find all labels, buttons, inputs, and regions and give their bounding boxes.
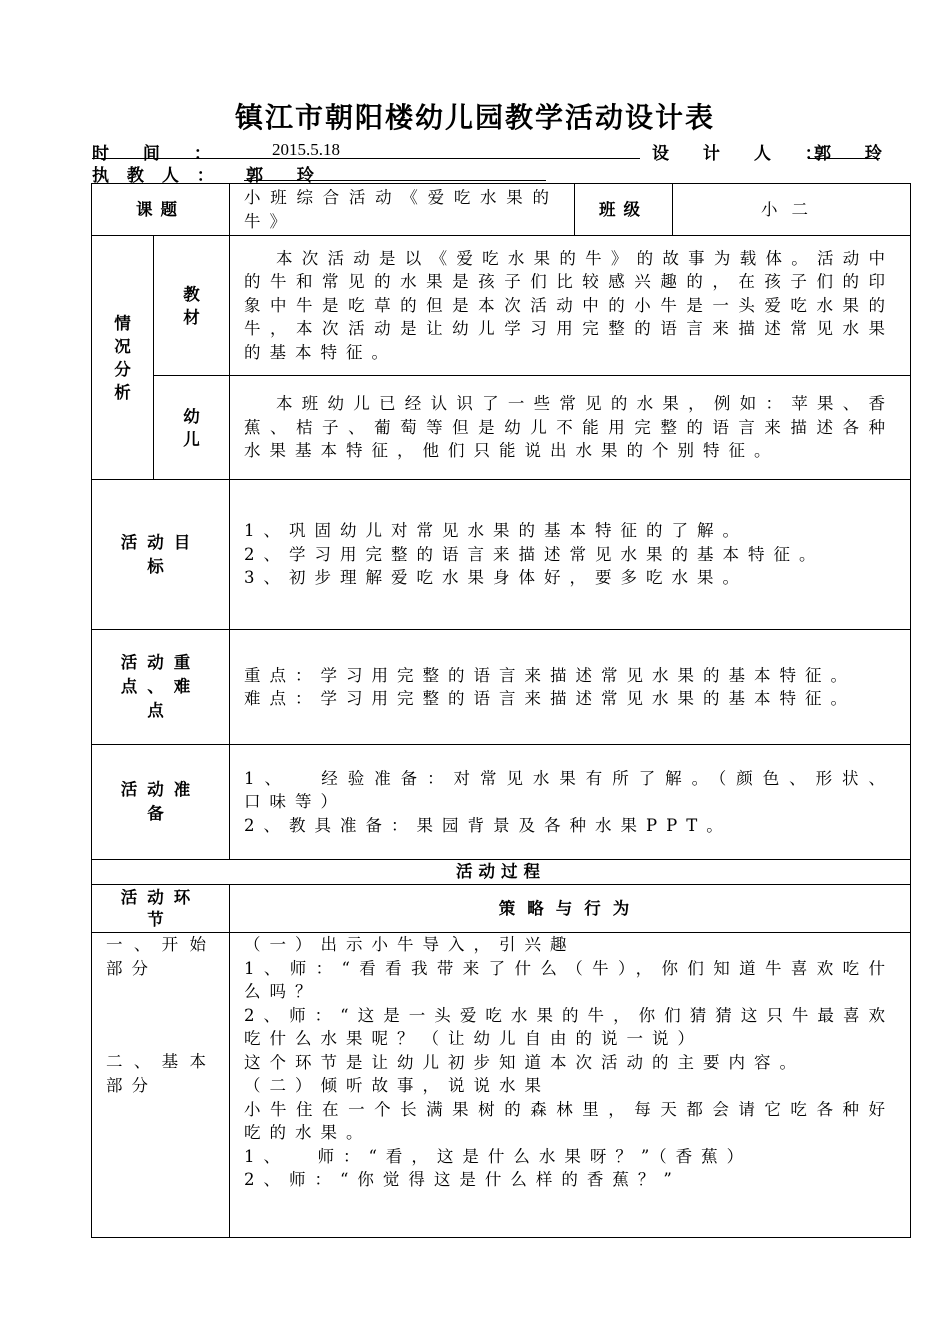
process-item: 小牛住在一个长满果树的森林里，每天都会请它吃各种好吃的水果。 xyxy=(244,1099,894,1142)
goal-item: 1、巩固幼儿对常见水果的基本特征的了解。 xyxy=(244,521,748,541)
child-text-cell xyxy=(230,376,911,480)
child-row xyxy=(92,376,911,480)
page-title: 镇江市朝阳楼幼儿园教学活动设计表 xyxy=(234,101,715,134)
teacher-underline xyxy=(244,180,546,181)
child-label: 幼儿 xyxy=(183,406,200,449)
process-item: 这个环节是让幼儿初步知道本次活动的主要内容。 xyxy=(244,1052,805,1072)
keypoint-list xyxy=(230,630,911,745)
keypoint-row xyxy=(92,630,911,745)
keypoint-item: 难点：学习用完整的语言来描述常见水果的基本特征。 xyxy=(244,689,856,708)
process-col-header-row xyxy=(92,885,911,933)
step-cell xyxy=(92,933,230,1238)
class-value: 小二 xyxy=(673,184,911,236)
process-label: 活动过程 xyxy=(92,860,911,885)
teacher-value: 郭 玲 xyxy=(246,166,328,186)
prep-label: 活动准备 xyxy=(120,780,201,823)
goal-row xyxy=(92,480,911,630)
process-item: （二）倾听故事，说说水果 xyxy=(244,1076,550,1095)
teacher-label: 执 教 人 ： xyxy=(92,166,220,186)
goal-list xyxy=(230,480,911,630)
material-row xyxy=(92,236,911,376)
time-label: 时 间 ： xyxy=(92,144,225,164)
design-table xyxy=(91,183,911,1238)
designer-value: 郭 玲 xyxy=(814,144,896,164)
material-label: 教材 xyxy=(183,284,200,327)
designer-underline xyxy=(808,158,880,159)
process-body-row xyxy=(92,933,911,1238)
topic-label: 课题 xyxy=(92,184,230,236)
section-basic: 二、基本部分 xyxy=(106,1052,215,1095)
prep-item: 1、 经验准备：对常见水果有所了解。（颜色、形状、口味等） xyxy=(244,768,894,812)
situation-cell xyxy=(92,236,154,480)
process-item: 1、 师：“看，这是什么水果呀？”（香蕉） xyxy=(244,1146,753,1166)
process-item: 1、师：“看看我带来了什么（牛），你们知道牛喜欢吃什么吗？ xyxy=(244,958,894,1001)
prep-row xyxy=(92,745,911,860)
child-text: 本班幼儿已经认识了一些常见的水果，例如：苹果、香蕉、桔子、葡萄等但是幼儿不能用完整的语言来描述各种水果基本特征，他们只能说出水果的个别特征。 xyxy=(244,394,894,461)
keypoint-item: 重点：学习用完整的语言来描述常见水果的基本特征。 xyxy=(244,665,856,685)
prep-label-cell xyxy=(92,745,230,860)
time-underline xyxy=(92,158,640,159)
process-list xyxy=(230,933,911,1238)
prep-item: 2、教具准备：果园背景及各种水果PPT。 xyxy=(244,815,732,835)
goal-item: 3、初步理解爱吃水果身体好，要多吃水果。 xyxy=(244,568,748,588)
designer-label: 设 计 人 ： xyxy=(652,144,836,164)
topic-row xyxy=(92,184,911,236)
process-item: 2、师：“你觉得这是什么样的香蕉？” xyxy=(244,1170,681,1189)
keypoint-label: 活动重点、难点 xyxy=(120,653,201,720)
class-label: 班级 xyxy=(575,184,673,236)
child-label-cell xyxy=(154,376,230,480)
goal-label-cell xyxy=(92,480,230,630)
step-label-cell xyxy=(92,885,230,933)
keypoint-label-cell xyxy=(92,630,230,745)
situation-label: 情况分析 xyxy=(114,313,131,402)
process-item: （一）出示小牛导入，引兴趣 xyxy=(244,935,576,954)
material-label-cell xyxy=(154,236,230,376)
material-text: 本次活动是以《爱吃水果的牛》的故事为载体。活动中的牛和常见的水果是孩子们比较感兴趣的，在孩子们的印象中牛是吃草的但是本次活动中的小牛是一头爱吃水果的牛，本次活动是让幼儿学习用完整的语言来描述常见水果的基本特征。 xyxy=(244,248,894,362)
process-item: 2、师：“这是一头爱吃水果的牛，你们猜猜这只牛最喜欢吃什么水果呢？（让幼儿自由的说一说） xyxy=(244,1005,894,1048)
strategy-label: 策略与行为 xyxy=(230,885,911,933)
prep-list xyxy=(230,745,911,860)
section-start: 一、开始部分 xyxy=(106,935,215,978)
process-header-row xyxy=(92,860,911,885)
material-text-cell xyxy=(230,236,911,376)
goal-item: 2、学习用完整的语言来描述常见水果的基本特征。 xyxy=(244,544,825,564)
step-label: 活动环节 xyxy=(120,887,201,929)
goal-label: 活动目标 xyxy=(120,532,201,576)
time-value: 2015.5.18 xyxy=(272,140,340,159)
topic-value: 小班综合活动《爱吃水果的牛》 xyxy=(230,184,575,236)
